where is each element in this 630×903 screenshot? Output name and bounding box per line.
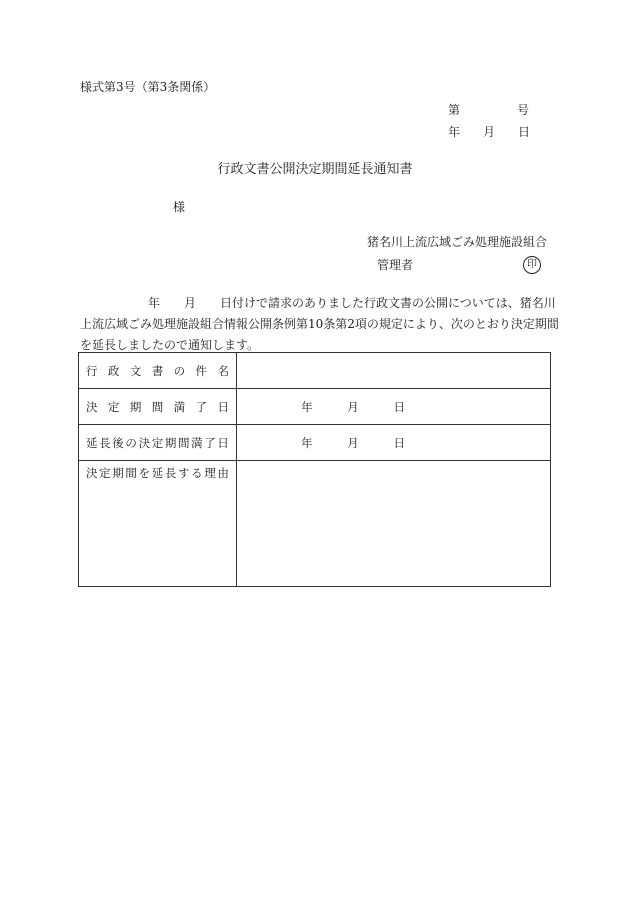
body-line-2: 上流広域ごみ処理施設組合情報公開条例第10条第2項の規定により、次のとおり決定期間 [80,317,559,331]
sender-role: 管理者 [377,258,414,272]
notice-body [80,293,560,356]
row-label-cell [79,425,237,460]
row-label-cell [79,461,237,586]
issue-date [448,124,530,140]
table-row-extension-reason [79,461,550,586]
extension-reason-value [238,461,550,586]
row-label: 行 政 文 書 の 件 名 [86,364,229,378]
addressee-honorific: 様 [173,200,186,214]
document-title: 行政文書公開決定期間延長通知書 [217,162,413,177]
month-label: 月 [482,125,495,139]
row-label: 延 長 後 の 決 定 期 間 満 了 日 [86,436,229,450]
day-label: 日 [393,400,405,414]
seal-mark: 印 [523,256,541,274]
notice-form-table [78,352,551,587]
year-label: 年 [301,436,313,450]
sender-organization: 猪名川上流広域ごみ処理施設組合 [367,235,548,249]
month-label: 月 [347,436,359,450]
extended-deadline-value [238,425,550,460]
form-number-label: 様式第3号（第3条関係） [80,80,216,94]
table-row-extended-deadline [79,425,550,461]
day-label: 日 [517,125,530,139]
document-number-suffix: 号 [517,103,530,117]
table-row-document-name [79,353,550,389]
month-label: 月 [347,400,359,414]
year-label: 年 [448,125,461,139]
decision-deadline-value [238,389,550,424]
document-name-value [238,353,550,388]
day-label: 日 [393,436,405,450]
row-label-cell [79,353,237,388]
row-label-cell [79,389,237,424]
table-row-decision-deadline [79,389,550,425]
row-label: 決 定 期 間 満 了 日 [86,400,229,414]
body-line-3: を延長しましたので通知します。 [80,338,260,352]
row-label: 決 定 期 間 を 延 長 す る 理 由 [86,466,229,480]
year-label: 年 [301,400,313,414]
document-number-prefix: 第 [448,103,461,117]
body-line-1: 年 月 日付けで請求のありました行政文書の公開については、猪名川 [148,296,556,310]
